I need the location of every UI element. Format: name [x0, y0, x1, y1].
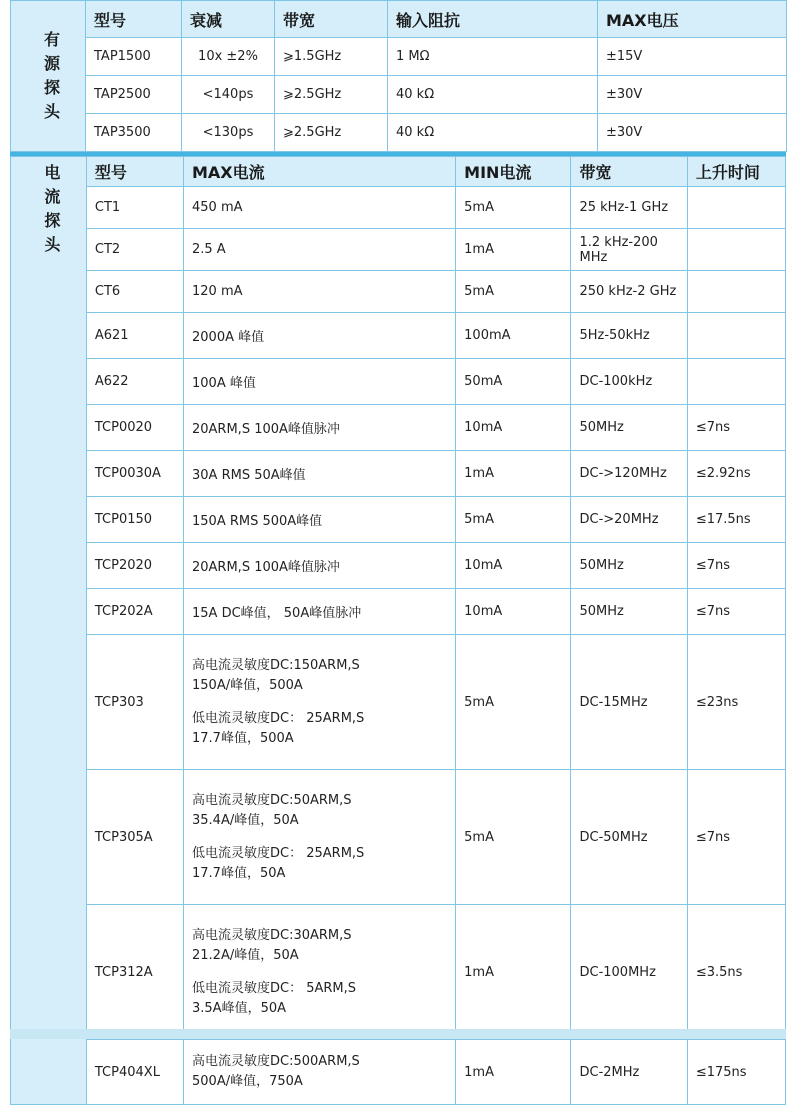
bandwidth-cell: ⩾2.5GHz: [275, 114, 388, 152]
table-row: [11, 76, 787, 114]
max-current-line: 2.5 A: [192, 242, 226, 257]
max-current-line: 高电流灵敏度DC:500ARM,S: [192, 1054, 360, 1069]
model-cell: A621: [86, 313, 183, 359]
min-current-cell: 10mA: [456, 543, 571, 589]
min-current-cell: 5mA: [456, 187, 571, 229]
active-probe-label: [11, 1, 86, 152]
max-current-line: 高电流灵敏度DC:30ARM,S: [192, 927, 352, 943]
min-current-cell: 1mA: [456, 1040, 571, 1105]
max-current-line: 低电流灵敏度DC： 25ARM,S: [192, 845, 365, 861]
current-header-rise-time: 上升时间: [687, 157, 785, 187]
model-cell: TCP404XL: [86, 1040, 183, 1105]
max-current-line: 17.7峰值，50A: [192, 865, 286, 881]
table-row: [11, 229, 786, 271]
bandwidth-cell: 25 kHz-1 GHz: [571, 187, 687, 229]
min-current-cell: 1mA: [456, 229, 571, 271]
table-row: [11, 905, 786, 1040]
impedance-cell: 40 kΩ: [388, 76, 598, 114]
bandwidth-cell: 50MHz: [571, 405, 687, 451]
table-row: [11, 187, 786, 229]
model-cell: TCP0020: [86, 405, 183, 451]
max-voltage-cell: ±15V: [598, 38, 787, 76]
rise-time-cell: ≤2.92ns: [687, 451, 785, 497]
min-current-cell: 1mA: [456, 451, 571, 497]
bandwidth-cell: 50MHz: [571, 589, 687, 635]
max-current-cell: [184, 187, 456, 229]
max-current-line: 高电流灵敏度DC:150ARM,S: [192, 657, 360, 673]
model-cell: TCP202A: [86, 589, 183, 635]
model-cell: TCP2020: [86, 543, 183, 589]
max-current-cell: [184, 589, 456, 635]
table-row: [11, 271, 786, 313]
active-probe-table: [10, 0, 787, 152]
active-header-row: [11, 1, 787, 38]
bandwidth-cell: 5Hz-50kHz: [571, 313, 687, 359]
bandwidth-cell: ⩾1.5GHz: [275, 38, 388, 76]
max-current-line: 35.4A/峰值，50A: [192, 812, 299, 828]
rise-time-cell: ≤23ns: [687, 635, 785, 770]
max-current-line: 500A/峰值，750A: [192, 1074, 303, 1089]
side-label-char: 电: [44, 163, 61, 182]
max-current-cell: [184, 635, 456, 770]
current-header-bandwidth: 带宽: [571, 157, 687, 187]
table-row: [11, 114, 787, 152]
max-current-cell: [184, 1040, 456, 1105]
rise-time-cell: [687, 313, 785, 359]
max-current-line: 20ARM,S 100A峰值脉冲: [192, 560, 340, 575]
rise-time-cell: [687, 271, 785, 313]
current-probe-table: [10, 156, 786, 1105]
current-probe-label: [11, 157, 87, 1105]
max-voltage-cell: ±30V: [598, 114, 787, 152]
bottom-strip: [10, 1029, 786, 1039]
max-current-line: 21.2A/峰值，50A: [192, 947, 299, 963]
max-current-line: 15A DC峰值， 50A峰值脉冲: [192, 606, 362, 621]
bandwidth-cell: 250 kHz-2 GHz: [571, 271, 687, 313]
table-row: [11, 497, 786, 543]
bandwidth-cell: DC-100MHz: [571, 905, 687, 1040]
max-current-line: 17.7峰值，500A: [192, 730, 294, 746]
max-current-line: 100A 峰值: [192, 376, 256, 391]
bandwidth-cell: DC-2MHz: [571, 1040, 687, 1105]
attenuation-cell: <130ps: [182, 114, 275, 152]
current-probe-side-text: [19, 161, 86, 257]
max-current-line: 450 mA: [192, 200, 243, 215]
bandwidth-cell: DC->120MHz: [571, 451, 687, 497]
impedance-cell: 40 kΩ: [388, 114, 598, 152]
bandwidth-cell: DC-100kHz: [571, 359, 687, 405]
max-current-line: 20ARM,S 100A峰值脉冲: [192, 422, 340, 437]
side-label-char: 头: [44, 235, 61, 254]
rise-time-cell: ≤17.5ns: [687, 497, 785, 543]
table-row: [11, 451, 786, 497]
table-row: [11, 313, 786, 359]
max-current-cell: [184, 405, 456, 451]
current-header-min-current: MIN电流: [456, 157, 571, 187]
side-label-char: 探: [43, 78, 60, 97]
max-current-cell: [184, 271, 456, 313]
side-label-char: 有: [43, 30, 60, 49]
max-current-cell: [184, 770, 456, 905]
min-current-cell: 5mA: [456, 271, 571, 313]
model-cell: TAP2500: [86, 76, 182, 114]
model-cell: TCP0030A: [86, 451, 183, 497]
rise-time-cell: ≤7ns: [687, 589, 785, 635]
model-cell: TCP305A: [86, 770, 183, 905]
model-cell: CT6: [86, 271, 183, 313]
model-cell: CT1: [86, 187, 183, 229]
max-current-cell: [184, 229, 456, 271]
min-current-cell: 10mA: [456, 589, 571, 635]
rise-time-cell: [687, 359, 785, 405]
impedance-cell: 1 MΩ: [388, 38, 598, 76]
model-cell: CT2: [86, 229, 183, 271]
side-label-char: 头: [43, 102, 60, 121]
current-header-model: 型号: [86, 157, 183, 187]
table-row: [11, 359, 786, 405]
min-current-cell: 5mA: [456, 770, 571, 905]
active-header-bandwidth: 带宽: [275, 1, 388, 38]
active-probe-side-text: [19, 28, 85, 124]
rise-time-cell: [687, 229, 785, 271]
min-current-cell: 100mA: [456, 313, 571, 359]
max-current-line: 3.5A峰值，50A: [192, 1000, 287, 1016]
side-label-char: 探: [44, 211, 61, 230]
min-current-cell: 10mA: [456, 405, 571, 451]
max-current-cell: [184, 543, 456, 589]
current-header-max-current: MAX电流: [184, 157, 456, 187]
max-current-cell: [184, 451, 456, 497]
rise-time-cell: ≤7ns: [687, 405, 785, 451]
max-current-cell: [184, 497, 456, 543]
max-current-cell: [184, 905, 456, 1040]
table-row: [11, 1040, 786, 1105]
rise-time-cell: ≤3.5ns: [687, 905, 785, 1040]
model-cell: TCP312A: [86, 905, 183, 1040]
max-current-line: 低电流灵敏度DC： 25ARM,S: [192, 710, 365, 726]
bandwidth-cell: DC-50MHz: [571, 770, 687, 905]
active-header-attenuation: 衰减: [182, 1, 275, 38]
rise-time-cell: ≤175ns: [687, 1040, 785, 1105]
rise-time-cell: ≤7ns: [687, 543, 785, 589]
model-cell: TCP303: [86, 635, 183, 770]
min-current-cell: 5mA: [456, 497, 571, 543]
max-current-line: 30A RMS 50A峰值: [192, 468, 306, 483]
table-row: [11, 589, 786, 635]
attenuation-cell: 10x ±2%: [182, 38, 275, 76]
max-current-line: 120 mA: [192, 284, 243, 299]
table-row: [11, 635, 786, 770]
max-current-line: 2000A 峰值: [192, 330, 265, 345]
model-cell: TAP1500: [86, 38, 182, 76]
max-current-cell: [184, 313, 456, 359]
side-label-char: 源: [43, 54, 60, 73]
current-header-row: [11, 157, 786, 187]
active-header-impedance: 输入阻抗: [388, 1, 598, 38]
active-header-model: 型号: [86, 1, 182, 38]
table-row: [11, 38, 787, 76]
bandwidth-cell: DC->20MHz: [571, 497, 687, 543]
table-row: [11, 405, 786, 451]
max-current-line: 低电流灵敏度DC： 5ARM,S: [192, 980, 357, 996]
max-current-line: 150A/峰值，500A: [192, 677, 303, 693]
bandwidth-cell: 1.2 kHz-200 MHz: [571, 229, 687, 271]
max-voltage-cell: ±30V: [598, 76, 787, 114]
model-cell: A622: [86, 359, 183, 405]
table-row: [11, 770, 786, 905]
bandwidth-cell: ⩾2.5GHz: [275, 76, 388, 114]
attenuation-cell: <140ps: [182, 76, 275, 114]
model-cell: TAP3500: [86, 114, 182, 152]
bandwidth-cell: DC-15MHz: [571, 635, 687, 770]
max-current-cell: [184, 359, 456, 405]
model-cell: TCP0150: [86, 497, 183, 543]
min-current-cell: 50mA: [456, 359, 571, 405]
min-current-cell: 5mA: [456, 635, 571, 770]
bandwidth-cell: 50MHz: [571, 543, 687, 589]
active-header-max-voltage: MAX电压: [598, 1, 787, 38]
max-current-line: 150A RMS 500A峰值: [192, 514, 323, 529]
side-label-char: 流: [44, 187, 61, 206]
table-row: [11, 543, 786, 589]
rise-time-cell: ≤7ns: [687, 770, 785, 905]
rise-time-cell: [687, 187, 785, 229]
min-current-cell: 1mA: [456, 905, 571, 1040]
max-current-line: 高电流灵敏度DC:50ARM,S: [192, 792, 352, 808]
